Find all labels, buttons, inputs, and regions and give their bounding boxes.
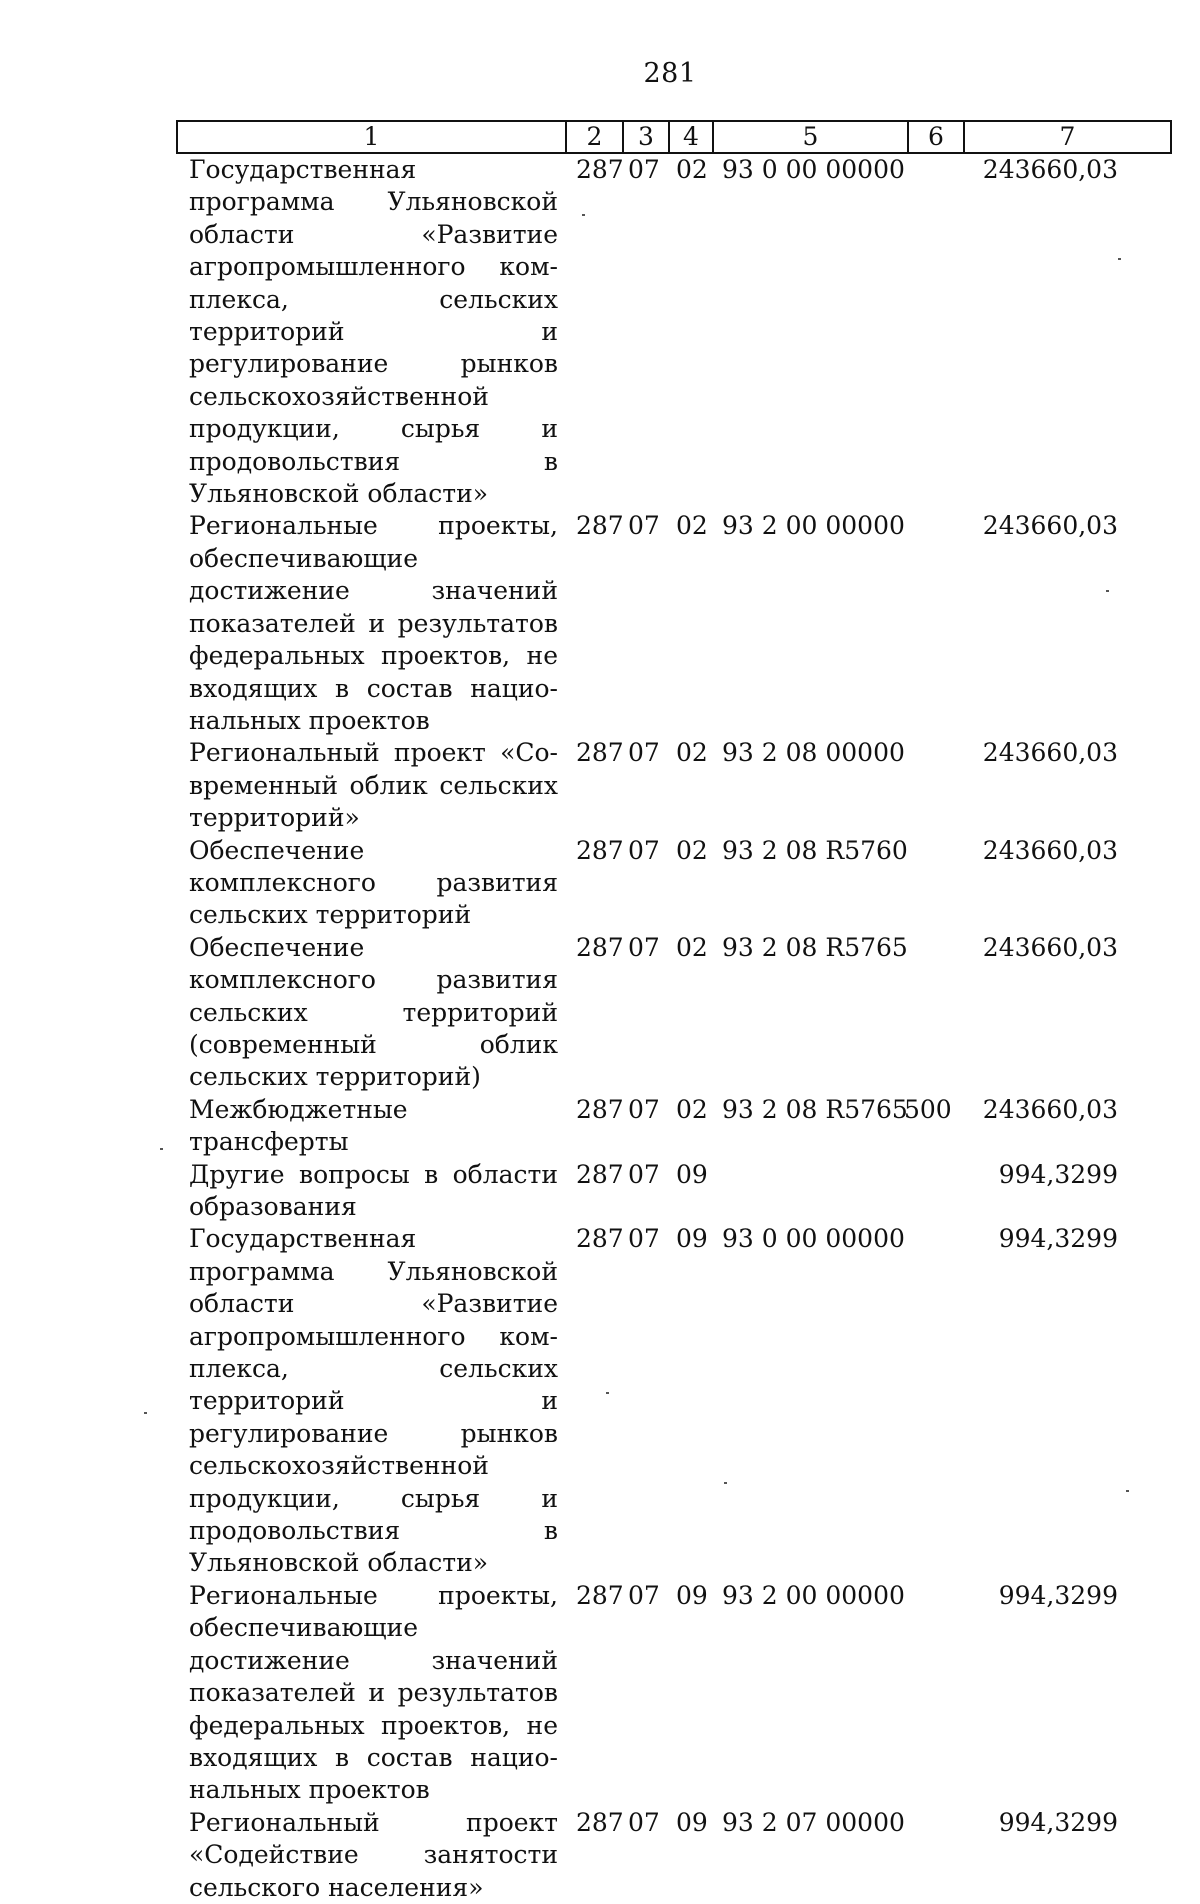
table-row	[0, 932, 1200, 1094]
scan-speck	[582, 214, 585, 216]
row-code-3: 07	[628, 835, 660, 865]
column-header-6: 6	[908, 121, 964, 153]
table-row	[0, 154, 1200, 510]
row-name: Региональные проекты, обеспечивающие достижение значений показателей и результатов федеральных проектов, не входящих в состав национальных проектов	[189, 1580, 558, 1805]
scan-speck	[160, 1148, 163, 1150]
table-row	[0, 510, 1200, 737]
row-code-2: 287	[576, 1807, 624, 1837]
row-code-3: 07	[628, 1580, 660, 1610]
scan-speck	[144, 1412, 147, 1414]
row-code-4: 02	[676, 738, 708, 768]
row-code-3: 07	[628, 511, 660, 541]
scan-speck	[724, 1482, 727, 1484]
row-amount: 243660,03	[982, 155, 1118, 184]
column-header-3: 3	[623, 121, 669, 153]
row-name: Межбюджетные трансферты	[189, 1094, 408, 1157]
row-code-2: 287	[576, 1159, 624, 1189]
row-code-3: 07	[628, 1224, 660, 1254]
row-amount: 243660,03	[982, 835, 1118, 865]
column-header-4: 4	[669, 121, 713, 153]
column-header-1: 1	[177, 121, 566, 153]
row-code-2: 287	[576, 1224, 624, 1254]
column-header-5: 5	[713, 121, 908, 153]
row-code-4: 02	[676, 511, 708, 541]
row-code-2: 287	[576, 155, 624, 184]
budget-table-body	[0, 154, 1200, 1904]
row-code-4: 02	[676, 1094, 708, 1124]
column-header-row	[176, 120, 1172, 154]
row-code-4: 09	[676, 1159, 708, 1189]
row-code-5: 93 2 08 R5765	[722, 932, 908, 962]
row-name: Другие вопросы в области образования	[189, 1159, 558, 1221]
row-code-3: 07	[628, 932, 660, 962]
row-amount: 243660,03	[982, 932, 1118, 962]
row-name: Обеспечение комплексного развития сельских территорий	[189, 835, 558, 930]
row-amount: 994,3299	[998, 1224, 1118, 1254]
row-amount: 994,3299	[998, 1807, 1118, 1837]
row-code-4: 09	[676, 1807, 708, 1837]
row-code-3: 07	[628, 1094, 660, 1124]
row-code-5: 93 2 08 00000	[722, 738, 905, 768]
table-row	[0, 1094, 1200, 1159]
row-code-5: 93 0 00 00000	[722, 1224, 905, 1254]
row-amount: 994,3299	[998, 1159, 1118, 1189]
scan-speck	[1118, 258, 1121, 260]
row-code-3: 07	[628, 738, 660, 768]
row-code-4: 02	[676, 155, 708, 184]
row-code-4: 09	[676, 1580, 708, 1610]
row-name: Государственная программа Ульяновской области «Развитие агропромышленного комплекса, сельских территорий и регулирование рынков сельскохозяйственной продукции, сырья и продовольствия в Ульяновской области»	[189, 155, 558, 509]
row-code-4: 02	[676, 932, 708, 962]
table-row	[0, 1159, 1200, 1224]
row-code-2: 287	[576, 1580, 624, 1610]
table-row	[0, 1807, 1200, 1904]
table-row	[0, 1580, 1200, 1807]
row-code-2: 287	[576, 511, 624, 541]
table-row	[0, 737, 1200, 834]
row-name: Региональные проекты, обеспечивающие достижение значений показателей и результатов федеральных проектов, не входящих в состав национальных проектов	[189, 511, 558, 735]
table-row	[0, 835, 1200, 932]
row-code-5: 93 2 00 00000	[722, 1580, 905, 1610]
row-name: Обеспечение комплексного развития сельских территорий (современный облик сельских территорий)	[189, 932, 558, 1092]
scan-speck	[1106, 590, 1109, 592]
row-code-2: 287	[576, 932, 624, 962]
row-code-4: 02	[676, 835, 708, 865]
row-code-5: 93 2 08 R5760	[722, 835, 908, 865]
row-code-5: 93 2 00 00000	[722, 511, 905, 541]
row-code-3: 07	[628, 1807, 660, 1837]
row-code-2: 287	[576, 738, 624, 768]
row-code-3: 07	[628, 155, 660, 184]
row-code-2: 287	[576, 835, 624, 865]
row-name: Государственная программа Ульяновской области «Развитие агропромышленного комплекса, сельских территорий и регулирование рынков сельскохозяйственной продукции, сырья и продовольствия в Ульяновской области»	[189, 1224, 558, 1578]
row-code-4: 09	[676, 1224, 708, 1254]
row-name: Региональный проект «Современный облик сельских территорий»	[189, 738, 558, 833]
column-header-2: 2	[566, 121, 623, 153]
scan-speck	[606, 1392, 609, 1394]
row-name: Региональный проект «Содействие занятости сельского населения»	[189, 1807, 558, 1902]
row-amount: 243660,03	[982, 1094, 1118, 1124]
row-amount: 994,3299	[998, 1580, 1118, 1610]
row-code-5: 93 2 08 R5765	[722, 1094, 908, 1124]
scan-speck	[1126, 1490, 1129, 1492]
column-header-7: 7	[964, 121, 1171, 153]
row-amount: 243660,03	[982, 738, 1118, 768]
row-code-2: 287	[576, 1094, 624, 1124]
row-code-5: 93 0 00 00000	[722, 155, 905, 184]
row-code-3: 07	[628, 1159, 660, 1189]
row-code-5: 93 2 07 00000	[722, 1807, 905, 1837]
table-row	[0, 1223, 1200, 1579]
row-amount: 243660,03	[982, 511, 1118, 541]
row-code-6: 500	[904, 1094, 952, 1124]
page-number: 281	[643, 58, 697, 89]
